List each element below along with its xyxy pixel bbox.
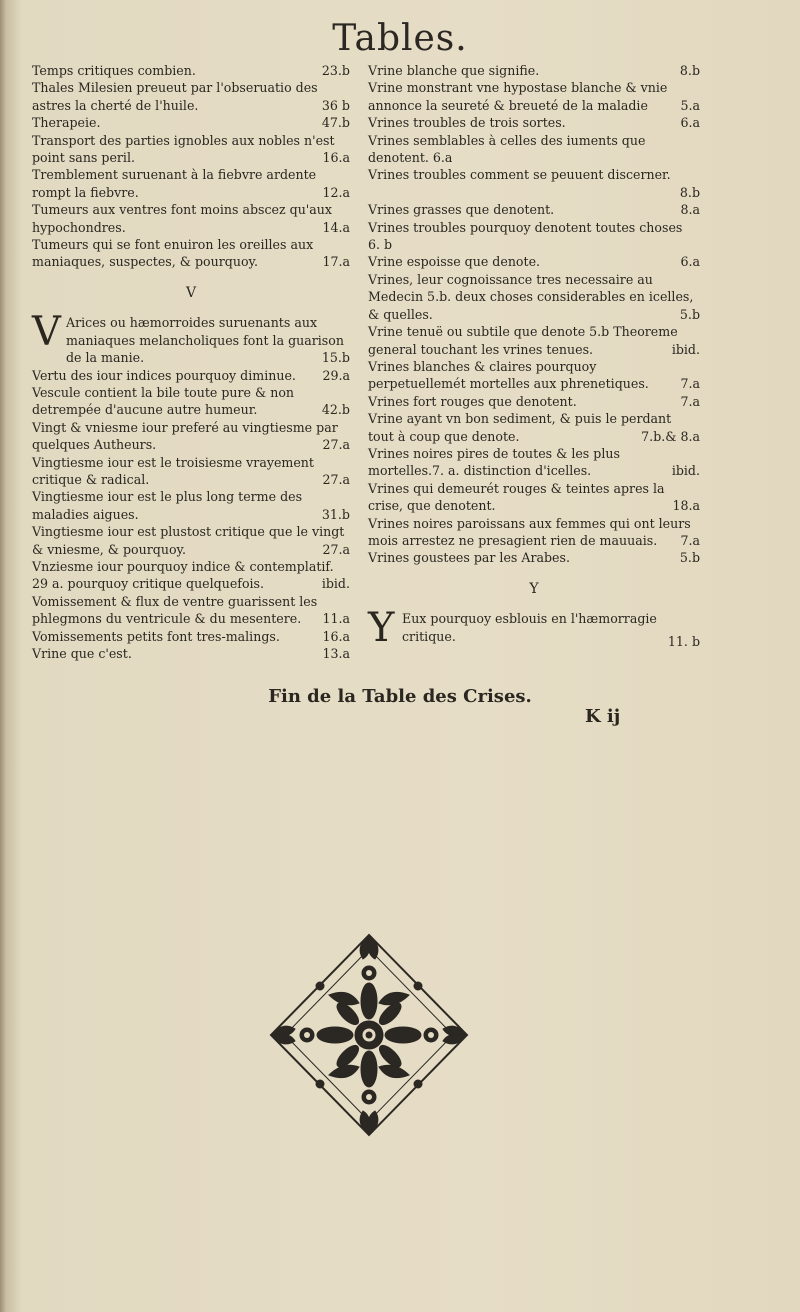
entry-text: Vrine espoisse que denote. [368,254,541,270]
entry-ref: 27.a [322,437,350,453]
entry-ref: 7.a [680,532,700,548]
index-entry [368,219,700,254]
entry-text: Vescule contient la bile toute pure & non detrempée d'aucune autre humeur. [32,384,295,418]
entry-text: Temps critiques combien. [32,63,196,78]
entry-ref: 7.a [680,376,700,392]
entry-ref: 7.a [680,393,700,409]
index-entry [32,62,350,79]
entry-ref: 8.a [680,202,700,218]
entry-text: Vrines semblables à celles des iuments que denotent. 6.a [368,132,646,166]
entry-ref: 29.a [322,367,350,383]
entry-text: Vrines troubles pourquoy denotent toutes choses 6. b [368,219,683,253]
entry-ref: 36 b [321,97,350,113]
left-column [32,62,350,662]
page-title: Tables. [332,18,468,59]
entry-text: Vertu des iour indices pourquoy diminue. [32,367,296,383]
index-entry [368,132,700,167]
index-entry [368,271,700,323]
entry-text: Vrine tenuë ou subtile que denote 5.b Theoreme general touchant les vrines tenues. [368,324,678,357]
entry-text: Vrines grasses que denotent. [368,202,555,218]
entry-text: Tumeurs aux ventres font moins abscez qu'aux hypochondres. [32,202,332,235]
index-entry [32,384,350,419]
entry-ref: 6.a [680,254,700,270]
entry-text: Tremblement suruenant à la fiebvre ardente rompt la fiebvre. [32,167,317,200]
section-letter-y: Y [529,580,539,597]
entry-ref: 14.a [322,219,350,235]
entry-ref: 5.b [679,550,700,566]
index-entry [32,114,350,131]
index-entry [368,323,700,358]
index-entry [32,201,350,236]
entry-text: Vomissement & flux de ventre guarissent les phlegmons du ventricule & du mesentere. [32,593,318,627]
index-entry [368,166,700,201]
entry-text: Vrine que c'est. [32,646,132,661]
entry-text: Transport des parties ignobles aux nobles n'est point sans peril. [32,132,335,166]
entry-ref: 11.a [322,611,350,627]
signature-mark: K ij [585,706,621,727]
dropcap-entry-v [32,309,350,366]
index-entry [32,558,350,593]
index-entry [32,132,350,167]
entry-text: Vingtiesme iour est plustost critique que le vingt & vniesme, & pourquoy. [32,524,345,557]
entry-text: Tumeurs qui se font enuiron les oreilles aux maniaques, suspectes, & pourquoy. [32,237,314,270]
index-entry [32,628,350,645]
entry-text: Eux pourquoy esblouis en l'hæmorragie critique. [402,611,657,644]
fleuron-ornament [268,930,470,1140]
entry-ref: 16.a [322,150,350,166]
entry-ref: 27.a [322,471,350,487]
entry-text: Vingt & vniesme iour preferé au vingtiesme par quelques Autheurs. [32,419,338,453]
index-entry [32,488,350,523]
entry-text: Vrines troubles comment se peuuent discerner. [368,167,671,183]
entry-text: Vingtiesme iour est le plus long terme des maladies aigues. [32,489,303,522]
right-column [368,62,700,650]
entry-ref: ibid. [321,576,350,592]
entry-ref: 6.a [680,115,700,131]
entry-text: Vrine monstrant vne hypostase blanche & vnie annonce la seureté & breueté de la maladie [368,80,668,113]
dropcap-v: V [32,309,61,356]
index-entry [368,480,700,515]
entry-ref: 27.a [322,541,350,557]
index-list-vrine [368,62,700,567]
index-entry [368,445,700,480]
entry-ref: 15.b [321,350,350,366]
entry-text: Thales Milesien preueut par l'obseruatio des astres la cherté de l'huile. [32,80,318,113]
entry-text: Arices ou hæmorroides suruenants aux maniaques melancholiques font la guarison de la manie. [66,315,344,366]
index-entry [368,515,700,550]
entry-text: Vingtiesme iour est le troisiesme vrayement critique & radical. [32,454,314,487]
entry-text: Vrines noires paroissans aux femmes qui ont leurs mois arrestez ne presagient rien de mauuais. [368,515,691,548]
entry-ref: 7.b.& 8.a [641,428,700,444]
entry-text: Vrine ayant vn bon sediment, & puis le perdant tout à coup que denote. [368,411,672,444]
entry-ref: 42.b [321,402,350,418]
entry-ref: 23.b [321,63,350,78]
index-entry [368,62,700,79]
entry-ref: 13.a [322,646,350,661]
index-entry [32,367,350,384]
entry-ref: 5.b [679,306,700,322]
entry-text: Vrines fort rouges que denotent. [368,393,577,409]
entry-ref: 17.a [322,254,350,270]
entry-ref: 16.a [322,628,350,644]
entry-text: Vnziesme iour pourquoy indice & contemplatif. 29 a. pourquoy critique quelquefois. [32,558,334,592]
entry-text: Vrines qui demeurét rouges & teintes apres la crise, que denotent. [368,480,665,514]
entry-ref: ibid. [671,463,700,479]
entry-ref: 31.b [321,506,350,522]
index-entry [32,645,350,662]
entry-ref: 18.a [672,498,700,514]
index-list-v [32,367,350,663]
index-entry [368,253,700,270]
entry-text: Vrines blanches & claires pourquoy perpetuellemét mortelles aux phrenetiques. [368,358,649,392]
entry-ref: 8.b [679,184,700,200]
entry-ref: 12.a [322,184,350,200]
index-entry [368,114,700,131]
index-entry [32,166,350,201]
index-entry [32,79,350,114]
index-entry [368,358,700,393]
entry-ref: 5.a [680,97,700,113]
index-entry [32,593,350,628]
entry-text: Vomissements petits font tres-malings. [32,628,280,644]
index-entry [32,419,350,454]
dropcap-entry-y [368,605,700,652]
entry-text: Vrine blanche que signifie. [368,63,540,78]
index-entry [32,523,350,558]
index-entry [368,549,700,566]
index-entry [32,454,350,489]
entry-text: Vrines noires pires de toutes & les plus mortelles.7. a. distinction d'icelles. [368,445,620,479]
index-entry [368,79,700,114]
end-of-table-note: Fin de la Table des Crises. [268,686,532,707]
entry-ref: ibid. [671,341,700,357]
entry-ref: 47.b [321,115,350,131]
dropcap-y: Y [368,605,395,652]
entry-ref: 8.b [679,63,700,78]
entry-text: Therapeie. [32,115,101,131]
entry-text: Vrines goustees par les Arabes. [368,550,570,566]
entry-text: Vrines, leur cognoissance tres necessaire au Medecin 5.b. deux choses considerables en icelles, & quelles. [368,271,694,322]
entry-ref: 11. b [667,633,700,649]
index-entry [32,236,350,271]
index-entry [368,410,700,445]
index-list-t [32,62,350,271]
index-entry [368,201,700,218]
index-entry [368,393,700,410]
section-letter-v: V [185,284,197,301]
entry-text: Vrines troubles de trois sortes. [368,115,566,131]
